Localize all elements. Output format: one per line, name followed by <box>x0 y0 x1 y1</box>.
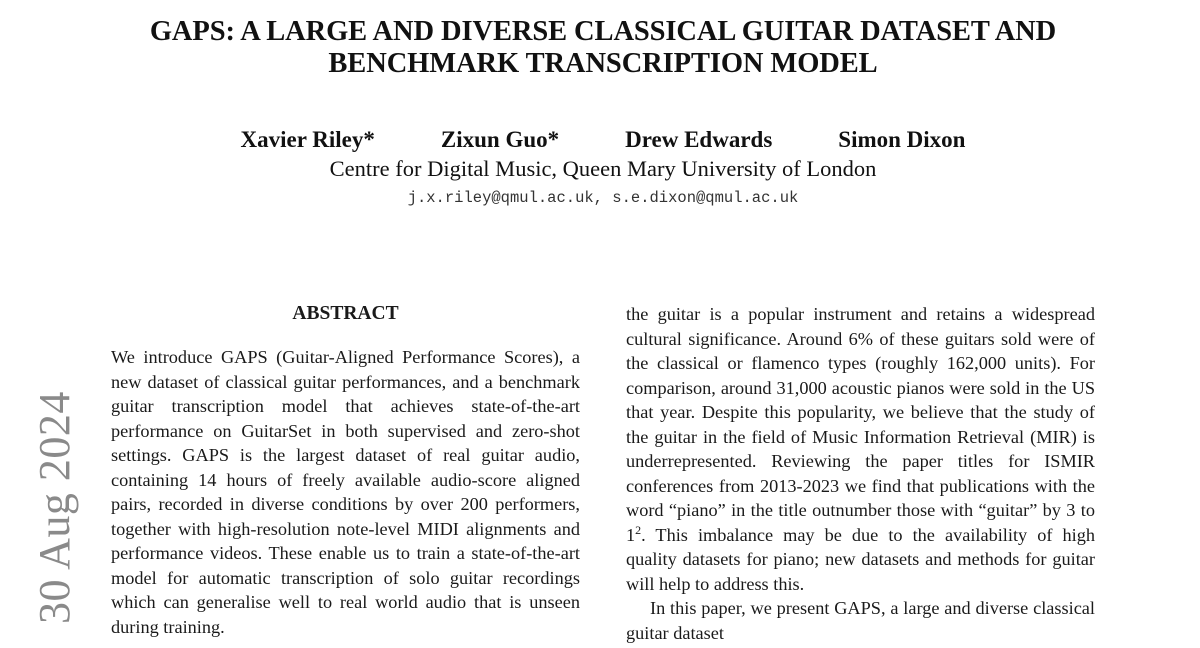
intro-paragraph-1 <box>626 302 1095 596</box>
arxiv-date-stamp: 30 Aug 2024 <box>30 391 79 624</box>
abstract-body <box>111 345 580 648</box>
paper-title-line-2: BENCHMARK TRANSCRIPTION MODEL <box>328 48 878 79</box>
author-1: Xavier Riley* <box>240 127 375 152</box>
intro-paragraph-1-tail: . This imbalance may be due to the availability of high quality datasets for piano; new datasets and methods for guitar will help to address this. <box>626 524 1095 594</box>
affiliation: Centre for Digital Music, Queen Mary University of London <box>329 156 877 181</box>
abstract-heading: ABSTRACT <box>292 303 399 324</box>
intro-paragraph-2: In this paper, we present GAPS, a large and diverse classical guitar dataset <box>626 598 1095 643</box>
author-list <box>0 126 1200 154</box>
paper-title-line-1: GAPS: A LARGE AND DIVERSE CLASSICAL GUITAR DATASET AND <box>149 16 1057 47</box>
author-2: Zixun Guo* <box>440 127 560 152</box>
author-3: Drew Edwards <box>625 127 773 152</box>
abstract-paragraph: We introduce GAPS (Guitar-Aligned Performance Scores), a new dataset of classical guitar performances, and a benchmark guitar transcription model that achieves state-of-the-art performance on GuitarSet in both supervised and zero-shot settings. GAPS is the largest dataset of real guitar audio, containing 14 hours of freely available audio-score aligned pairs, recorded in diverse conditions by over 200 performers, together with high-resolution note-level MIDI alignments and performance videos. These enable us to train a state-of-the-art model for automatic transcription of solo guitar recordings which can generalise well to real world audio that is unseen during training. <box>111 347 580 637</box>
intro-column <box>626 302 1095 648</box>
paper-title <box>0 16 1200 80</box>
intro-paragraph-1-text: the guitar is a popular instrument and retains a widespread cultural significance. Around 6% of these guitars sold were of the classical or flamenco types (roughly 162,000 units). For comparison, around 31,000 acoustic pianos were sold in the US that year. Despite this popularity, we believe that the study of the guitar in the field of Music Information Retrieval (MIR) is underrepresented. Reviewing the paper titles for ISMIR conferences from 2013-2023 we find that publications with the word “piano” in the title outnumber those with “guitar” by 3 to 1 <box>626 304 1095 545</box>
author-emails: j.x.riley@qmul.ac.uk, s.e.dixon@qmul.ac.uk <box>407 189 799 207</box>
author-4: Simon Dixon <box>838 127 966 152</box>
footnote-marker: 2 <box>635 522 642 537</box>
